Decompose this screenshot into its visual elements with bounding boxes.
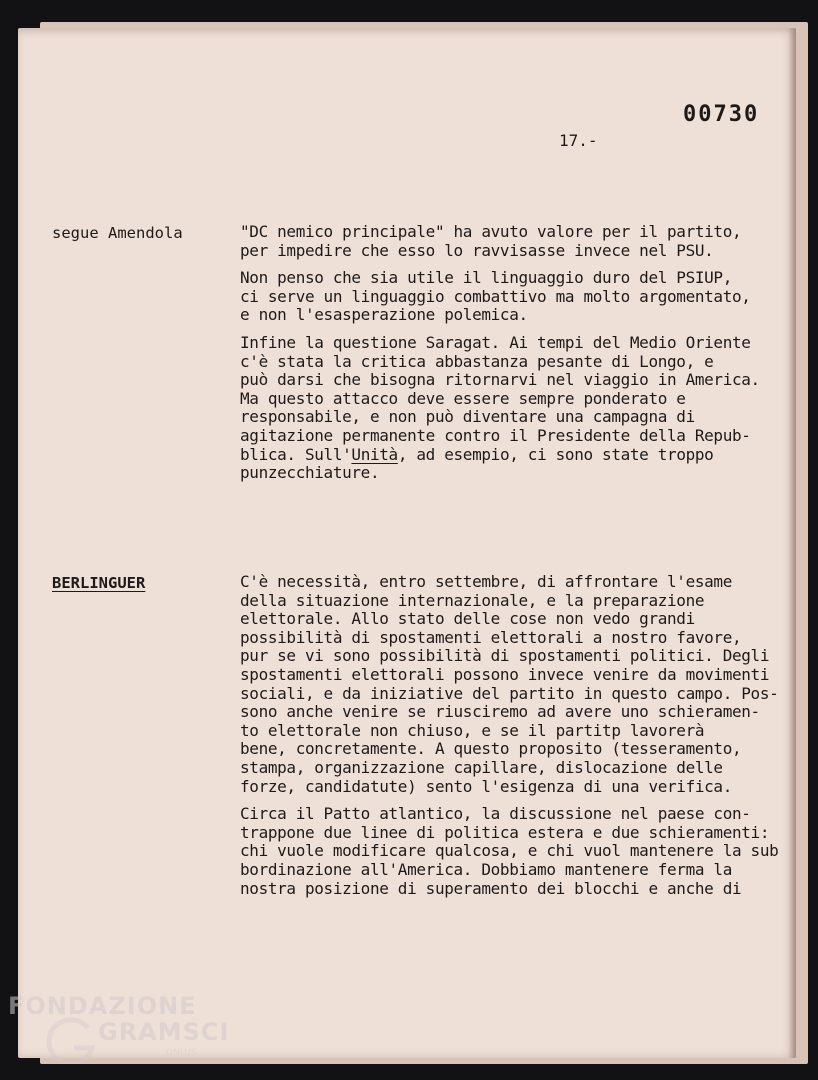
text-line: sono anche venire se riusciremo ad avere uno schieramen- bbox=[240, 702, 760, 722]
text-line: nostra posizione di superamento dei blocchi e anche di bbox=[240, 878, 742, 898]
text-line: per impedire che esso lo ravvisasse invece nel PSU. bbox=[240, 240, 714, 260]
speaker-label: segue Amendola bbox=[52, 224, 183, 242]
text-line: Circa il Patto atlantico, la discussione nel paese con- bbox=[240, 804, 751, 824]
text-line: agitazione permanente contro il Presidente della Repub- bbox=[240, 425, 751, 445]
paragraph bbox=[240, 573, 790, 796]
text-line: stampa, organizzazione capillare, dislocazione delle bbox=[240, 757, 723, 777]
paragraph bbox=[240, 805, 790, 898]
paragraph bbox=[240, 269, 790, 325]
text-line: sociali, e da iniziative del partito in questo campo. Pos- bbox=[240, 683, 779, 703]
text-line: chi vuole modificare qualcosa, e chi vuol mantenere la sub bbox=[240, 841, 779, 861]
paragraph bbox=[240, 334, 790, 483]
text-line: bordinazione all'America. Dobbiamo mantenere ferma la bbox=[240, 859, 732, 879]
underlined-title: Unità bbox=[351, 444, 398, 464]
page-number: 17.- bbox=[559, 131, 598, 150]
watermark-logo-icon bbox=[36, 1014, 106, 1064]
speech-block bbox=[240, 223, 790, 492]
text-line: della situazione internazionale, e la preparazione bbox=[240, 590, 705, 610]
text-line: elettorale. Allo stato delle cose non vedo grandi bbox=[240, 609, 695, 629]
text-line: to elettorale non chiuso, e se il partitp lavorerà bbox=[240, 720, 705, 740]
paragraph bbox=[240, 223, 790, 260]
text-line: Ma questo attacco deve essere sempre ponderato e bbox=[240, 388, 686, 408]
text-line: pur se vi sono possibilità di spostamenti politici. Degli bbox=[240, 646, 770, 666]
text-line: può darsi che bisogna ritornarvi nel viaggio in America. bbox=[240, 370, 760, 390]
speech-block bbox=[240, 573, 790, 907]
text-line: bene, concretamente. A questo proposito (tesseramento, bbox=[240, 739, 742, 759]
watermark-line2: GRAMSCI bbox=[98, 1018, 230, 1046]
text-line: punzecchiature. bbox=[240, 463, 380, 483]
speaker-label-underlined: BERLINGUER bbox=[52, 574, 146, 592]
text-line: Non penso che sia utile il linguaggio duro del PSIUP, bbox=[240, 268, 732, 288]
text-line: C'è necessità, entro settembre, di affrontare l'esame bbox=[240, 572, 732, 591]
text-line: "DC nemico principale" ha avuto valore per il partito, bbox=[240, 222, 742, 241]
document-number: 00730 bbox=[683, 102, 760, 127]
text-line: responsabile, e non può diventare una campagna di bbox=[240, 407, 695, 427]
watermark-line1: FONDAZIONE bbox=[8, 992, 197, 1020]
text-line: ci serve un linguaggio combattivo ma molto argomentato, bbox=[240, 286, 751, 306]
text-line: possibilità di spostamenti elettorali a nostro favore, bbox=[240, 627, 742, 647]
text-line: c'è stata la critica abbastanza pesante di Longo, e bbox=[240, 351, 714, 371]
archive-watermark bbox=[6, 988, 230, 1068]
document-page bbox=[18, 28, 796, 1058]
text-line: Infine la questione Saragat. Ai tempi del Medio Oriente bbox=[240, 332, 751, 352]
text-line: blica. Sull'Unità, ad esempio, ci sono state troppo bbox=[240, 444, 714, 464]
watermark-sub: ONLUS bbox=[166, 1048, 197, 1058]
text-line: e non l'esasperazione polemica. bbox=[240, 305, 528, 325]
text-line: spostamenti elettorali possono invece venire da movimenti bbox=[240, 664, 770, 684]
text-line: trappone due linee di politica estera e due schieramenti: bbox=[240, 822, 770, 842]
text-line: forze, candidatute) sento l'esigenza di una verifica. bbox=[240, 776, 732, 796]
